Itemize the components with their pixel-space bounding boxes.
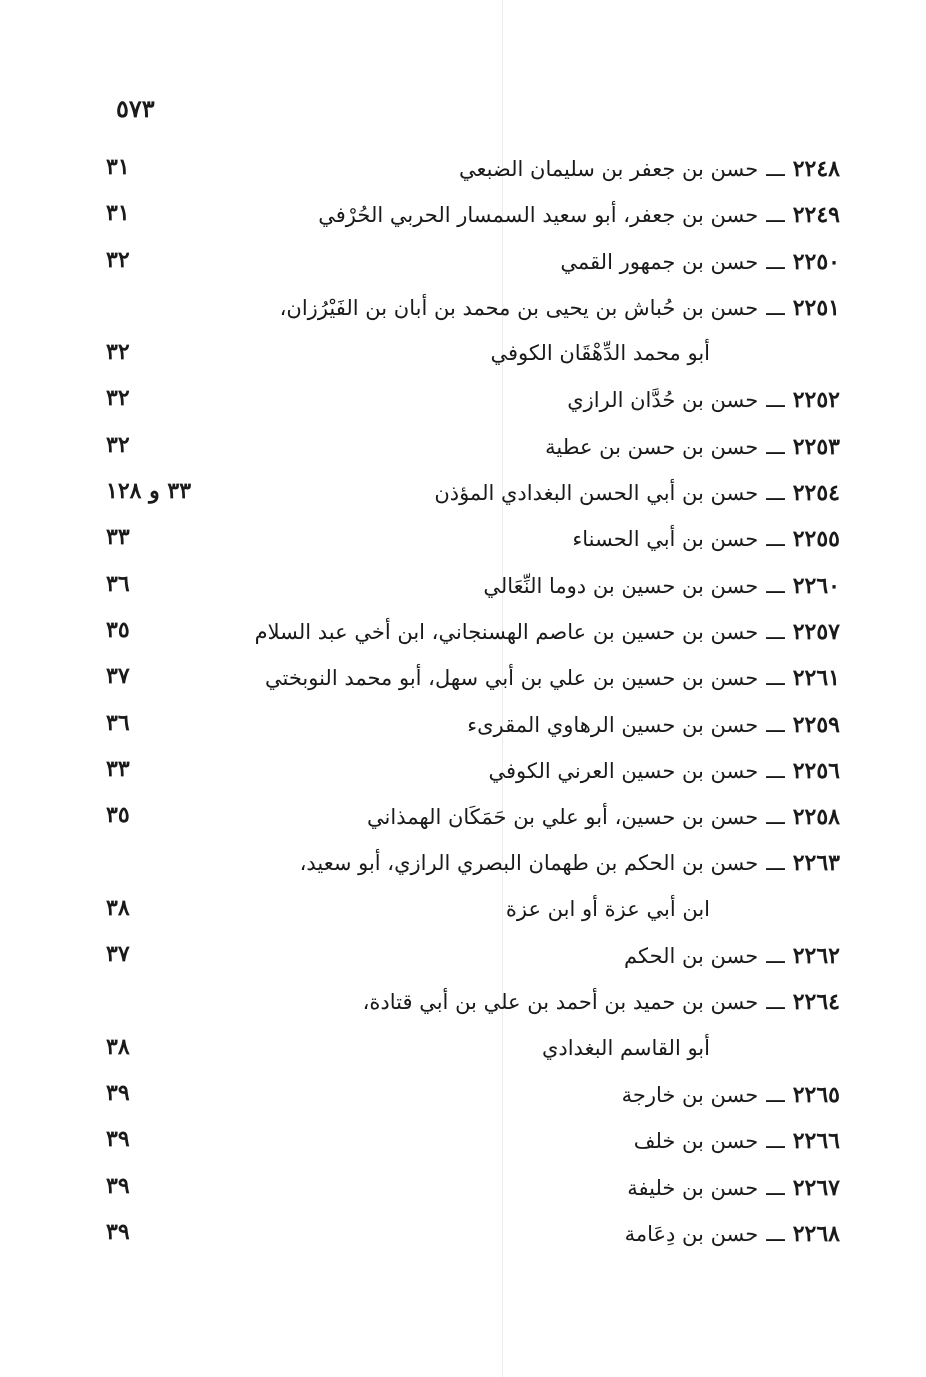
entry-number: ٢٢٦١: [792, 665, 840, 692]
entry-dash: ـــ: [766, 1082, 785, 1107]
entry-text: [545, 434, 840, 460]
entry-dash: ـــ: [766, 1221, 785, 1246]
entry-name: حسن بن خلف: [633, 1129, 759, 1154]
entry-number: ٢٢٥٩: [792, 711, 840, 738]
entry-dash: ـــ: [766, 388, 785, 413]
entry-number: ٢٢٥١: [792, 294, 840, 321]
entry-name: حسن بن جعفر، أبو سعيد السمسار الحربي الحُرْفي: [318, 203, 759, 228]
entry-number: ٢٢٦٦: [792, 1128, 840, 1155]
entry-text: [318, 202, 840, 228]
index-row: [100, 428, 840, 474]
index-row: [100, 798, 840, 844]
page-number: ٥٧٣: [116, 94, 155, 123]
index-row: [100, 983, 840, 1029]
entry-page-ref: ٣٧: [106, 941, 130, 968]
entry-number: ٢٢٥٣: [792, 433, 840, 460]
index-row: [100, 474, 840, 520]
entry-text: [627, 1175, 840, 1201]
entry-text: [367, 804, 840, 830]
index-row: [100, 381, 840, 427]
index-row: [100, 844, 840, 890]
entry-page-ref: ٣٢: [106, 339, 130, 366]
entry-text: [488, 758, 840, 784]
index-row: [100, 567, 840, 613]
entry-number: ٢٢٥٠: [792, 248, 840, 275]
entry-page-ref: ٣٣ و ١٢٨: [106, 478, 192, 505]
entry-dash: ـــ: [766, 851, 785, 876]
entry-text: [567, 387, 840, 413]
entry-text: [624, 943, 840, 969]
entry-text: [467, 712, 840, 738]
entry-number: ٢٢٥٧: [792, 618, 840, 645]
entry-number: ٢٢٥٤: [792, 480, 840, 507]
entry-dash: ـــ: [766, 619, 785, 644]
index-row-continuation: [100, 891, 840, 937]
entry-name: حسن بن حسين بن علي بن أبي سهل، أبو محمد النوبختي: [265, 666, 759, 691]
entry-name: حسن بن جمهور القمي: [560, 249, 759, 274]
entry-dash: ـــ: [766, 805, 785, 830]
index-row: [100, 752, 840, 798]
entry-dash: ـــ: [766, 944, 785, 969]
entry-page-ref: ٣٨: [106, 894, 130, 921]
index-row: [100, 613, 840, 659]
entry-page-ref: ٣٥: [106, 616, 130, 643]
entry-page-ref: ٣٨: [106, 1033, 130, 1060]
entry-page-ref: ٣٢: [106, 431, 130, 458]
entry-dash: ـــ: [766, 295, 785, 320]
index-list: [100, 150, 840, 1261]
entry-name: حسن بن حُباش بن يحيى بن محمد بن أبان بن الفَيْرُزان،: [279, 295, 759, 320]
entry-number: ٢٢٦٤: [792, 989, 840, 1016]
entry-text: [434, 480, 840, 506]
entry-page-ref: ٣٧: [106, 663, 130, 690]
entry-dash: ـــ: [766, 573, 785, 598]
entry-text: [280, 295, 840, 321]
entry-number: ٢٢٥٨: [792, 804, 840, 831]
entry-dash: ـــ: [766, 157, 785, 181]
entry-text: [572, 526, 840, 552]
entry-name: حسن بن خارجة: [621, 1082, 759, 1107]
entry-dash: ـــ: [766, 203, 785, 228]
entry-number: ٢٢٥٦: [792, 757, 840, 784]
index-row: [100, 243, 840, 289]
entry-number: ٢٢٦٧: [792, 1174, 840, 1201]
entry-text: [483, 573, 840, 599]
index-row-continuation: [100, 1030, 840, 1076]
entry-text: [300, 850, 840, 876]
index-row: [100, 659, 840, 705]
entry-text: [363, 989, 840, 1015]
entry-dash: ـــ: [766, 712, 785, 737]
index-row: [100, 706, 840, 752]
entry-text: [634, 1128, 840, 1154]
index-row: [100, 1076, 840, 1122]
entry-page-ref: ٣٩: [106, 1218, 130, 1245]
entry-page-ref: ٣٢: [106, 385, 130, 412]
entry-dash: ـــ: [766, 249, 785, 274]
entry-text: [625, 1221, 840, 1247]
entry-dash: ـــ: [766, 1175, 785, 1200]
entry-dash: ـــ: [766, 434, 785, 459]
entry-number: ٢٢٦٥: [792, 1081, 840, 1108]
entry-number: ٢٢٦٣: [792, 850, 840, 877]
entry-name: حسن بن الحكم: [624, 944, 759, 969]
entry-name: حسن بن دِعَامة: [624, 1221, 759, 1246]
index-row: [100, 289, 840, 335]
entry-number: ٢٢٦٢: [792, 943, 840, 970]
entry-page-ref: ٣٩: [106, 1172, 130, 1199]
entry-dash: ـــ: [766, 481, 785, 506]
entry-dash: ـــ: [766, 527, 785, 552]
entry-name: حسن بن الحكم بن طهمان البصري الرازي، أبو سعيد،: [299, 851, 759, 876]
index-row: [100, 196, 840, 242]
entry-name: حسن بن حسين العرني الكوفي: [488, 758, 759, 783]
entry-page-ref: ٣٩: [106, 1079, 130, 1106]
index-row: [100, 150, 840, 196]
entry-page-ref: ٣٣: [106, 755, 130, 782]
entry-page-ref: ٣١: [106, 200, 130, 227]
entry-name: حسن بن حميد بن أحمد بن علي بن أبي قتادة،: [362, 990, 759, 1015]
entry-text: [255, 619, 840, 645]
index-row: [100, 1215, 840, 1261]
entry-number: ٢٢٥٢: [792, 387, 840, 414]
entry-dash: ـــ: [766, 990, 785, 1015]
index-row: [100, 937, 840, 983]
index-row-continuation: [100, 335, 840, 381]
index-row: [100, 1169, 840, 1215]
entry-dash: ـــ: [766, 666, 785, 691]
entry-number: ٢٢٤٨: [792, 156, 840, 182]
entry-name: حسن بن حسين بن عاصم الهسنجاني، ابن أخي عبد السلام: [254, 619, 759, 644]
entry-page-ref: ٣٥: [106, 802, 130, 829]
entry-page-ref: ٣٣: [106, 524, 130, 551]
entry-number: ٢٢٥٥: [792, 526, 840, 553]
entry-text: [560, 249, 840, 275]
entry-name: حسن بن حسين الرهاوي المقرىء: [467, 712, 759, 737]
entry-name: حسن بن أبي الحسناء: [572, 527, 759, 552]
entry-number: ٢٢٦٠: [792, 572, 840, 599]
entry-text: [459, 156, 840, 182]
entry-dash: ـــ: [766, 758, 785, 783]
entry-page-ref: ٣٦: [106, 709, 130, 736]
entry-dash: ـــ: [766, 1129, 785, 1154]
entry-text: [265, 665, 840, 691]
entry-page-ref: ٣٦: [106, 570, 130, 597]
entry-name: حسن بن حُدَّان الرازي: [567, 388, 759, 413]
index-row: [100, 1122, 840, 1168]
entry-name: حسن بن جعفر بن سليمان الضبعي: [458, 157, 759, 181]
entry-number: ٢٢٦٨: [792, 1220, 840, 1247]
entry-continuation: أبو القاسم البغدادي: [541, 1035, 710, 1060]
entry-page-ref: ٣٩: [106, 1126, 130, 1153]
entry-name: حسن بن أبي الحسن البغدادي المؤذن: [434, 481, 759, 506]
entry-continuation: ابن أبي عزة أو ابن عزة: [505, 896, 710, 921]
index-row: [100, 520, 840, 566]
entry-name: حسن بن خليفة: [627, 1175, 759, 1200]
entry-continuation: أبو محمد الدِّهْقَان الكوفي: [490, 341, 710, 366]
entry-number: ٢٢٤٩: [792, 202, 840, 229]
entry-name: حسن بن حسن بن عطية: [545, 434, 759, 459]
entry-text: [622, 1082, 840, 1108]
entry-name: حسن بن حسين بن دوما النِّعَالي: [483, 573, 759, 598]
entry-page-ref: ٣٢: [106, 246, 130, 273]
entry-page-ref: ٣١: [106, 154, 130, 180]
entry-name: حسن بن حسين، أبو علي بن حَمَكَان الهمذاني: [367, 805, 759, 830]
